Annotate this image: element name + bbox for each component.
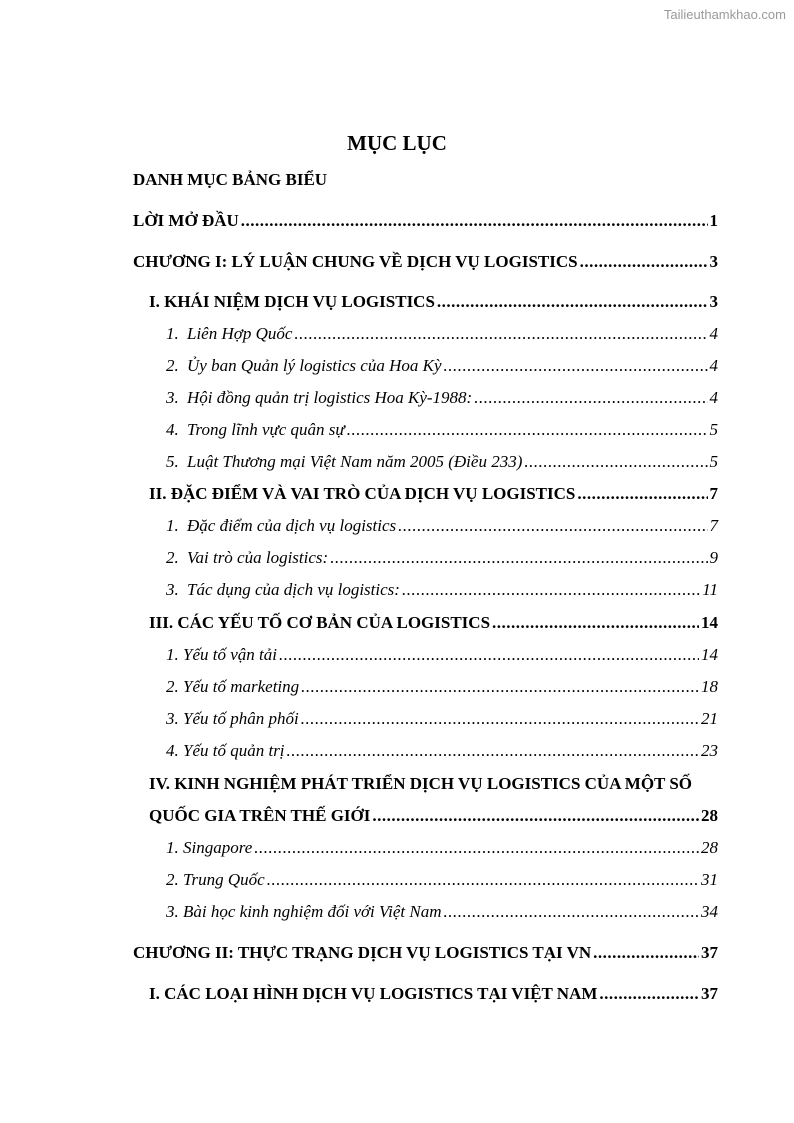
toc-entry-1-4[interactable]: 4. Trong lĩnh vực quân sự ..... 5: [166, 420, 718, 440]
toc-entry-3-2[interactable]: 2. Yếu tố marketing ..... 18: [166, 677, 718, 697]
toc-entry-2-3[interactable]: 3. Tác dụng của dịch vụ logistics: ..... 11: [166, 580, 718, 600]
toc-entry-2-2[interactable]: 2. Vai trò của logistics: ..... 9: [166, 548, 718, 568]
toc-entry-section-4-line1[interactable]: IV. KINH NGHIỆM PHÁT TRIỂN DỊCH VỤ LOGISTICS CỦA MỘT SỐ: [149, 774, 693, 793]
toc-entry-2-1[interactable]: 1. Đặc điểm của dịch vụ logistics ..... 7: [166, 516, 718, 536]
toc-entry-section-3[interactable]: III. CÁC YẾU TỐ CƠ BẢN CỦA LOGISTICS ..... 14: [149, 613, 718, 633]
toc-entry-section-2[interactable]: II. ĐẶC ĐIỂM VÀ VAI TRÒ CỦA DỊCH VỤ LOGISTICS ..... 7: [149, 484, 718, 504]
toc-entry-intro[interactable]: LỜI MỞ ĐẦU ..... 1: [133, 211, 718, 231]
toc-entry-4-3[interactable]: 3. Bài học kinh nghiệm đối với Việt Nam ..... 34: [166, 902, 718, 922]
toc-entry-3-3[interactable]: 3. Yếu tố phân phối ..... 21: [166, 709, 718, 729]
page-title: MỤC LỤC: [347, 131, 447, 155]
toc-entry-chapter-2-section-1[interactable]: I. CÁC LOẠI HÌNH DỊCH VỤ LOGISTICS TẠI VIỆT NAM ..... 37: [149, 984, 718, 1004]
list-of-tables-heading: DANH MỤC BẢNG BIỂU: [133, 170, 328, 189]
toc-entry-1-1[interactable]: 1. Liên Hợp Quốc ..... 4: [166, 324, 718, 344]
toc-entry-1-2[interactable]: 2. Ủy ban Quản lý logistics của Hoa Kỳ ..... 4: [166, 356, 718, 376]
toc-entry-section-4[interactable]: QUỐC GIA TRÊN THẾ GIỚI ..... 28: [149, 806, 718, 826]
toc-entry-3-4[interactable]: 4. Yếu tố quản trị ..... 23: [166, 741, 718, 761]
toc-entry-chapter-2[interactable]: CHƯƠNG II: THỰC TRẠNG DỊCH VỤ LOGISTICS TẠI VN ..... 37: [133, 943, 718, 963]
toc-entry-4-1[interactable]: 1. Singapore ..... 28: [166, 838, 718, 858]
toc-entry-3-1[interactable]: 1. Yếu tố vận tải ..... 14: [166, 645, 718, 665]
toc-entry-4-2[interactable]: 2. Trung Quốc ..... 31: [166, 870, 718, 890]
toc-entry-1-5[interactable]: 5. Luật Thương mại Việt Nam năm 2005 (Điều 233) ..... 5: [166, 452, 718, 472]
toc-entry-1-3[interactable]: 3. Hội đồng quản trị logistics Hoa Kỳ-1988: ..... 4: [166, 388, 718, 408]
toc-entry-section-1[interactable]: I. KHÁI NIỆM DỊCH VỤ LOGISTICS ..... 3: [149, 292, 718, 312]
watermark: Tailieuthamkhao.com: [663, 7, 786, 22]
toc-entry-chapter-1[interactable]: CHƯƠNG I: LÝ LUẬN CHUNG VỀ DỊCH VỤ LOGISTICS ..... 3: [133, 252, 718, 272]
